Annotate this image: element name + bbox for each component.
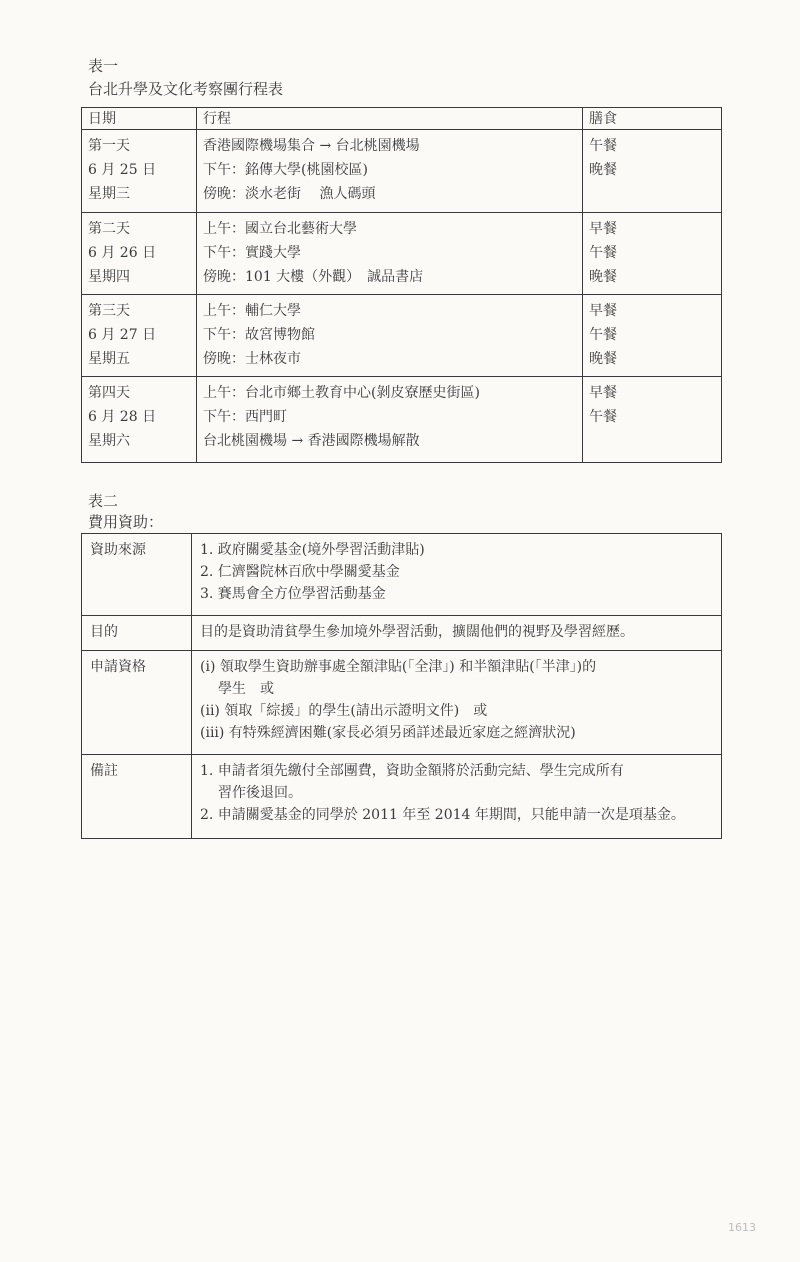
content-line: 學生 或 [218,681,274,697]
meal-item: 晚餐 [589,351,617,367]
row-content [192,534,722,616]
meal-item: 晚餐 [589,162,617,178]
weekday-label: 星期六 [88,433,130,449]
content-line: 3. 賽馬會全方位學習活動基金 [200,586,386,602]
itinerary-table [81,107,722,463]
table-row [82,651,722,755]
row-heading: 備註 [82,755,192,839]
itinerary-line: 上午：國立台北藝術大學 [203,221,357,237]
meals-cell [583,295,722,377]
meal-item: 早餐 [589,221,617,237]
itinerary-line: 傍晚：淡水老街 漁人碼頭 [203,186,376,202]
header-itinerary: 行程 [197,108,583,130]
row-heading: 目的 [82,616,192,651]
itinerary-line: 下午：銘傳大學(桃園校區) [203,162,368,178]
itinerary-line: 下午：故宮博物館 [203,327,315,343]
table-row [82,130,722,213]
table1-title: 台北升學及文化考察團行程表 [88,80,284,98]
table2-label: 表二 [88,492,119,510]
meals-cell [583,213,722,295]
date-cell [82,377,197,463]
header-meals: 膳食 [583,108,722,130]
itinerary-line: 下午：西門町 [203,409,287,425]
date-label: 6 月 27 日 [88,327,157,343]
itinerary-line: 上午：台北市鄉土教育中心(剝皮寮歷史街區) [203,385,480,401]
table-row [82,377,722,463]
weekday-label: 星期四 [88,269,130,285]
content-line: 1. 政府關愛基金(境外學習活動津貼) [200,542,425,558]
content-line: (i) 領取學生資助辦事處全額津貼(「全津」) 和半額津貼(「半津」)的 [200,659,597,675]
handwritten-mark: 1613 [728,1221,756,1234]
table-header-row [82,108,722,130]
date-cell [82,295,197,377]
meal-item: 午餐 [589,409,617,425]
date-cell [82,130,197,213]
itinerary-line: 台北桃園機場 → 香港國際機場解散 [203,433,420,449]
itinerary-line: 下午：實踐大學 [203,245,301,261]
meal-item: 早餐 [589,303,617,319]
table1-label: 表一 [88,57,119,75]
meal-item: 晚餐 [589,269,617,285]
itinerary-line: 上午：輔仁大學 [203,303,301,319]
meal-item: 午餐 [589,327,617,343]
content-line: 目的是資助清貧學生參加境外學習活動，擴闊他們的視野及學習經歷。 [200,624,634,640]
table-row [82,755,722,839]
itinerary-cell [197,213,583,295]
meals-cell [583,130,722,213]
table-row [82,213,722,295]
itinerary-cell [197,130,583,213]
date-label: 6 月 25 日 [88,162,157,178]
table-row [82,616,722,651]
row-content [192,651,722,755]
row-content [192,755,722,839]
row-content [192,616,722,651]
date-cell [82,213,197,295]
content-line: 2. 申請關愛基金的同學於 2011 年至 2014 年期間，只能申請一次是項基金。 [200,807,685,823]
itinerary-cell [197,295,583,377]
funding-table [81,533,722,839]
weekday-label: 星期五 [88,351,130,367]
table2-title: 費用資助： [88,513,164,531]
meal-item: 午餐 [589,245,617,261]
day-label: 第四天 [88,385,130,401]
meals-cell [583,377,722,463]
row-heading: 申請資格 [82,651,192,755]
table-row [82,295,722,377]
day-label: 第一天 [88,138,130,154]
content-line: 2. 仁濟醫院林百欣中學關愛基金 [200,564,400,580]
date-label: 6 月 26 日 [88,245,157,261]
row-heading: 資助來源 [82,534,192,616]
table-row [82,534,722,616]
meal-item: 午餐 [589,138,617,154]
header-date: 日期 [82,108,197,130]
itinerary-line: 傍晚：101 大樓（外觀） 誠品書店 [203,269,424,285]
itinerary-cell [197,377,583,463]
content-line: 1. 申請者須先繳付全部團費，資助金額將於活動完結、學生完成所有 [200,763,624,779]
day-label: 第二天 [88,221,130,237]
content-line: (iii) 有特殊經濟困難(家長必須另函詳述最近家庭之經濟狀況) [200,725,576,741]
itinerary-line: 傍晚：士林夜市 [203,351,301,367]
day-label: 第三天 [88,303,130,319]
weekday-label: 星期三 [88,186,130,202]
content-line: (ii) 領取「綜援」的學生(請出示證明文件) 或 [200,703,488,719]
meal-item: 早餐 [589,385,617,401]
date-label: 6 月 28 日 [88,409,157,425]
itinerary-line: 香港國際機場集合 → 台北桃園機場 [203,138,420,154]
content-line: 習作後退回。 [218,785,302,801]
